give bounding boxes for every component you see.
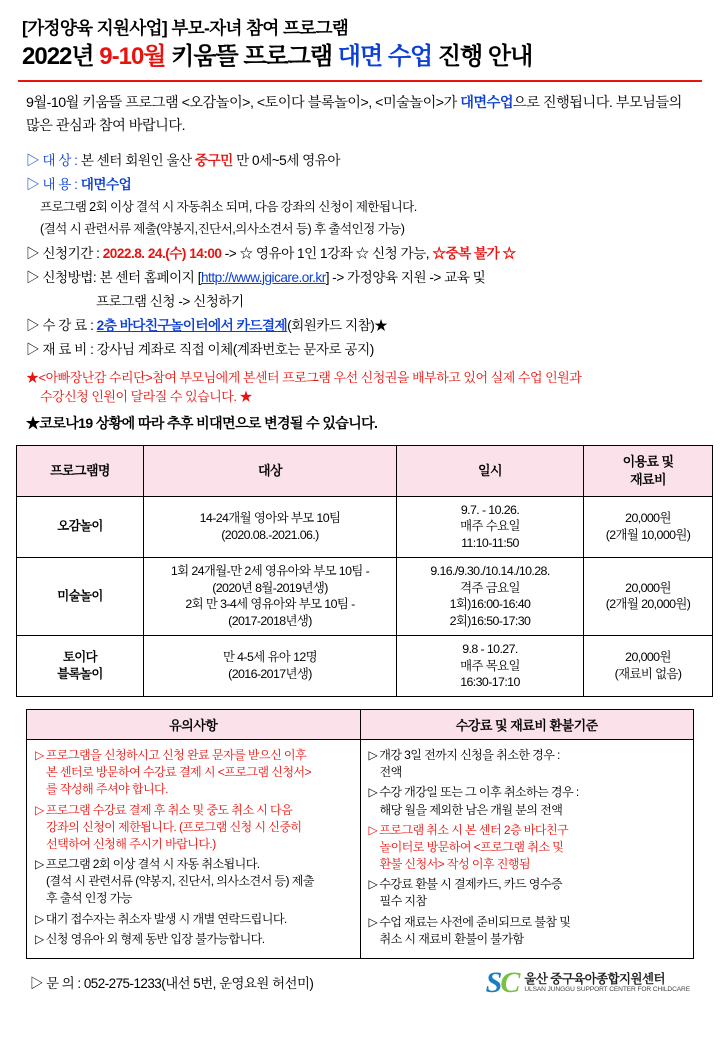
row2-date-line4: 2회)16:50-17:30 [449,614,531,629]
apply-text2: ] -> 가정양육 지원 -> 교육 및 [325,269,486,285]
row2-target-line1: 1회 24개월-만 2세 영유아와 부모 10팀 - [170,563,370,578]
intro-part2: 으로 진행됩니다. 부모님들의 많은 관심과 참여 바랍니다. [26,95,682,134]
row3-target-line2: (2016-2017년생) [228,666,312,681]
homepage-link[interactable]: http://www.jgicare.or.kr [200,269,326,285]
intro-paragraph [26,92,694,137]
body-content [16,92,704,435]
table-row [17,635,713,696]
row2-date-line3: 1회)16:00-16:40 [449,597,531,612]
row-fee [26,315,694,336]
row1-target-line2: (2020.08.-2021.06.) [221,527,319,542]
row-period [26,243,694,264]
left-item3-sub2: 후 출석 인정 가능 [46,891,132,906]
col-fee [584,445,713,496]
period-warning: ☆중복 불가 ☆ [432,245,516,261]
header-title-months: 9-10월 [99,42,166,70]
row1-fee-line2: (2개월 10,000원) [605,527,691,542]
row2-fee [584,557,713,635]
covid-note: ★코로나19 상황에 따라 추후 비대면으로 변경될 수 있습니다. [26,414,378,431]
row2-name: 미술놀이 [17,557,144,635]
row3-target [144,635,397,696]
period-label: ▷ 신청기간 : [26,245,103,261]
fee-label: ▷ 수 강 료 : [26,317,97,333]
intro-part1: 9월-10월 키움뜰 프로그램 <오감놀이>, <토이다 블록놀이>, <미술놀이>가 [26,95,461,112]
header-divider [18,80,702,82]
right-item3-text: 프로그램 취소 시 본 센터 2층 바다친구 [379,822,569,837]
list-item [369,822,686,874]
row3-target-line1: 만 4-5세 유아 12명 [222,650,318,665]
triangle-icon: ▷ [368,748,378,762]
right-item1-sub1: 전액 [379,765,402,780]
row2-target-line3: 2회 만 3-4세 영유아와 부모 10팀 - [185,597,355,612]
right-item1-text: 개강 3일 전까지 신청을 취소한 경우 : [379,748,560,762]
row1-date-line3: 11:10-11:50 [461,536,519,551]
table-row [17,557,713,635]
row3-date [397,635,584,696]
notes-table [26,709,694,959]
header-title-part3: 진행 안내 [432,42,533,70]
apply-text3: 프로그램 신청 -> 신청하기 [96,293,244,309]
row2-target-line4: (2017-2018년생) [228,614,312,629]
right-item5-sub1: 취소 시 재료비 환불이 불가함 [379,931,524,946]
right-item3-sub1: 놀이터로 방문하여 <프로그램 취소 및 [379,839,564,854]
row1-date [397,496,584,557]
content-note-1: 프로그램 2회 이상 결석 시 자동취소 되며, 다음 강좌의 신청이 제한됩니다. [40,199,417,214]
list-item [369,876,686,910]
contact-info: ▷ 문 의 : 052-275-1233(내선 5번, 운영요원 허선미) [30,975,314,991]
list-item [369,914,686,948]
logo-text [524,972,690,995]
row2-fee-line2: (2개월 20,000원) [605,597,691,612]
fee-value: 2층 바다친구놀이터에서 카드결제 [96,317,288,333]
fee-tail: (회원카드 지참)★ [287,317,388,333]
row3-date-line3: 16:30-17:10 [460,675,520,690]
right-item3-sub2: 환불 신청서> 작성 이후 진행됨 [379,857,530,872]
row2-target [144,557,397,635]
precautions-list [35,747,352,948]
list-item [35,856,352,908]
triangle-icon: ▷ [35,802,44,817]
row3-date-line2: 매주 목요일 [460,658,520,673]
row1-date-line2: 매주 수요일 [460,519,520,534]
left-item3-text: 프로그램 2회 이상 결석 시 자동 취소됩니다. [45,857,260,872]
right-item4-sub1: 필수 지참 [379,894,427,909]
list-item [35,911,352,928]
logo-text-english: ULSAN JUNGGU SUPPORT CENTER FOR CHILDCARE [524,986,690,994]
col-target: 대상 [144,445,397,496]
row-content [26,174,694,195]
row1-target [144,496,397,557]
material-label: ▷ 재 료 비 : [26,341,97,357]
row3-fee [584,635,713,696]
row3-name-line1: 토이다 [62,650,98,665]
target-text1: 본 센터 회원인 울산 [80,152,195,168]
row2-date-line2: 격주 금요일 [460,580,520,595]
row1-name: 오감놀이 [17,496,144,557]
target-label: ▷ 대 상 : [26,152,81,168]
header-subtitle: [가정양육 지원사업] 부모-자녀 참여 프로그램 [22,18,349,38]
material-value: 강사님 계좌로 직접 이체(계좌번호는 문자로 공지) [96,341,374,357]
triangle-icon: ▷ [368,914,378,929]
row1-fee-line1: 20,000원 [625,511,671,526]
logo-mark-icon: SC [485,965,519,999]
left-item2-text: 프로그램 수강료 결제 후 취소 및 중도 취소 시 다음 [45,802,293,817]
program-table-header-row [17,445,713,496]
left-item4-text: 대기 접수자는 취소자 발생 시 개별 연락드립니다. [45,911,287,926]
left-item5-text: 신청 영유아 외 형제 동반 입장 불가능합니다. [45,931,265,946]
period-rest: -> ☆ 영유아 1인 1강좌 ☆ 신청 가능, [221,245,433,261]
left-item3-sub1: (결석 시 관련서류 (약봉지, 진단서, 의사소견서 등) 제출 [46,874,314,889]
header-title-part1: 2022년 [22,42,100,70]
list-item [369,784,686,818]
center-logo [485,965,690,999]
row1-target-line1: 14-24개월 영아와 부모 10팀 [199,511,341,526]
logo-text-korean: 울산 중구육아종합지원센터 [524,971,665,986]
content-note-2: (결석 시 관련서류 제출(약봉지,진단서,의사소견서 등) 후 출석인정 가능) [40,222,405,237]
right-item5-text: 수업 재료는 사전에 준비되므로 불참 및 [379,914,571,929]
row2-fee-line1: 20,000원 [625,580,671,595]
right-item2-sub1: 해당 월을 제외한 남은 개월 분의 전액 [379,802,563,817]
row2-date [397,557,584,635]
triangle-icon: ▷ [35,748,44,762]
header-title [22,41,698,72]
col-fee-line1: 이용료 및 [622,454,674,470]
refund-list [369,747,686,948]
row3-fee-line1: 20,000원 [625,650,671,665]
intro-highlight: 대면수업 [460,95,514,112]
footer [16,965,704,999]
left-item2-sub1: 강좌의 신청이 제한됩니다. (프로그램 신청 시 신중히 [46,819,302,834]
row-target [26,150,694,171]
program-table [16,445,713,697]
apply-label: ▷ 신청방법: [26,269,100,285]
header-title-part2: 키움뜰 프로그램 [165,42,338,70]
col-datetime: 일시 [397,445,584,496]
target-region: 중구민 [194,152,233,168]
notes-left-cell [27,740,361,959]
row2-date-line1: 9.16./9.30./10.14./10.28. [430,563,550,578]
apply-text1: 본 센터 홈페이지 [ [99,269,201,285]
period-value: 2022.8. 24.(수) 14:00 [102,245,222,261]
notes-right-header: 수강료 및 재료비 환불기준 [360,710,694,740]
target-text2: 만 0세~5세 영유아 [232,152,341,168]
notes-header-row [27,710,694,740]
left-item1-text: 프로그램을 신청하시고 신청 완료 문자를 받으신 이후 [45,748,307,762]
notes-body-row [27,740,694,959]
triangle-icon: ▷ [368,877,378,892]
triangle-icon: ▷ [35,857,44,872]
left-item1-sub2: 를 작성해 주셔야 합니다. [46,782,168,797]
list-item [35,802,352,854]
notes-left-header: 유의사항 [27,710,361,740]
row2-target-line2: (2020년 8월-2019년생) [212,580,328,595]
row-apply [26,267,694,288]
col-fee-line2: 재료비 [630,471,666,487]
row3-fee-line2: (재료비 없음) [614,666,682,681]
list-item [369,747,686,781]
row3-date-line1: 9.8 - 10.27. [462,641,518,656]
triangle-icon: ▷ [368,822,378,837]
right-item4-text: 수강료 환불 시 결제카드, 카드 영수증 [379,877,563,892]
content-value: 대면수업 [80,176,132,192]
row1-fee [584,496,713,557]
triangle-icon: ▷ [368,785,378,800]
left-item1-sub1: 본 센터로 방문하여 수강료 결제 시 <프로그램 신청서> [46,765,311,780]
table-row [17,496,713,557]
row3-name-line2: 블록놀이 [57,666,103,681]
col-program-name: 프로그램명 [17,445,144,496]
header-title-facetoface: 대면 수업 [337,42,433,70]
header [16,18,704,76]
row-material [26,339,694,360]
row3-name [17,635,144,696]
left-item2-sub2: 선택하여 신청해 주시기 바랍니다.) [46,836,216,851]
priority-note-line2: 수강신청 인원이 달라질 수 있습니다. ★ [40,389,253,405]
triangle-icon: ▷ [35,911,44,926]
triangle-icon: ▷ [35,931,44,946]
notes-right-cell [360,740,694,959]
right-item2-text: 수강 개강일 또는 그 이후 취소하는 경우 : [379,785,579,800]
list-item [35,931,352,948]
row1-date-line1: 9.7. - 10.26. [460,502,520,517]
list-item [35,747,352,799]
content-label: ▷ 내 용 : [26,176,81,192]
priority-note-line1: ★<아빠장난감 수리단>참여 부모님에게 본센터 프로그램 우선 신청권을 배부하고 있어 실제 수업 인원과 [26,369,582,385]
